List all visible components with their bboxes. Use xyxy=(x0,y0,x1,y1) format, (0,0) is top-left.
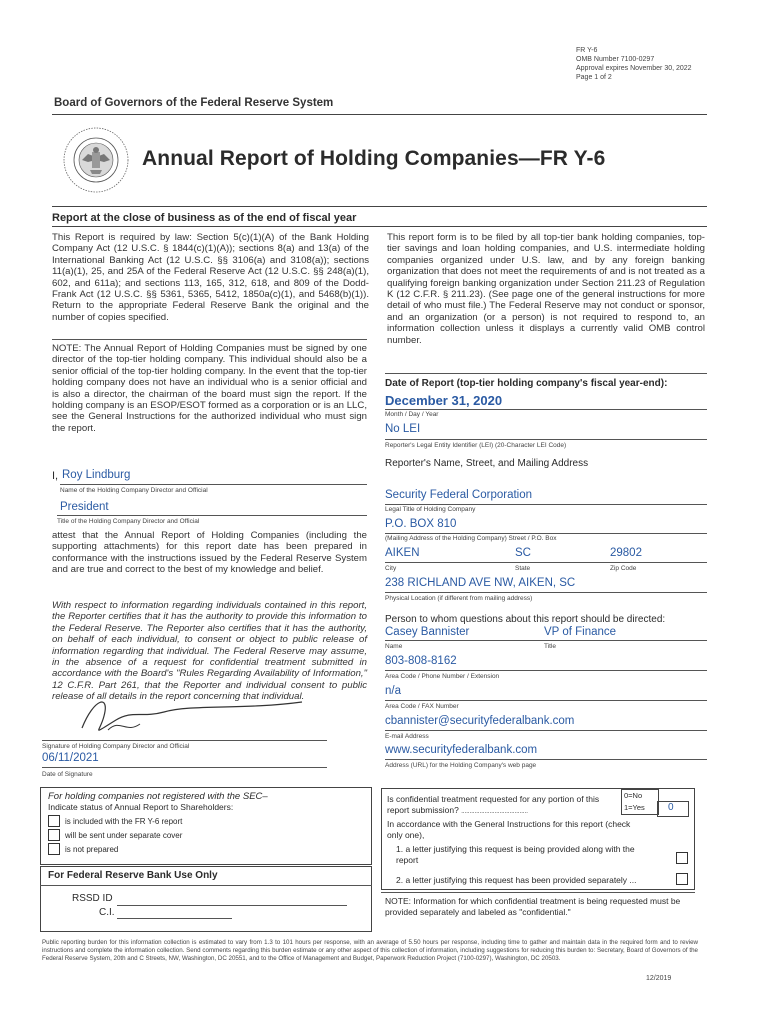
rssd-input-line[interactable] xyxy=(117,905,347,906)
shareholder-sub: Indicate status of Annual Report to Shareholders: xyxy=(48,802,234,812)
company-street[interactable]: P.O. BOX 810 xyxy=(385,518,457,530)
approval-expiry: Approval expires November 30, 2022 xyxy=(576,65,692,72)
company-physical[interactable]: 238 RICHLAND AVE NW, AIKEN, SC xyxy=(385,577,576,589)
signer-name-caption: Name of the Holding Company Director and Official xyxy=(60,487,208,494)
company-city-line xyxy=(385,562,707,563)
company-name[interactable]: Security Federal Corporation xyxy=(385,489,533,501)
handwritten-signature xyxy=(72,690,312,740)
company-physical-caption: Physical Location (if different from mailing address) xyxy=(385,595,533,602)
filer-scope-text: This report form is to be filed by all top-tier bank holding companies, top-tier savings and loan holding companies, and U.S. intermediate holding companies organized under U.S. law, and by any foreign banking organization that does not meet the requirements of and is not treated as a qualifying foreign banking organization under Section 211.23 of Regulation K (12 C.F.R. § 211.23). (See page one of the general instructions for more detail of who must file.) The Federal Reserve may not conduct or sponsor, and an organization (or a person) is not required to respond to, an information collection unless it displays a currently valid OMB control number. xyxy=(387,232,705,346)
board-name: Board of Governors of the Federal Reserve System xyxy=(54,97,334,109)
signer-title[interactable]: President xyxy=(60,501,109,513)
contact-phone-line xyxy=(385,670,707,671)
contact-fax[interactable]: n/a xyxy=(385,685,401,697)
ci-label: C.I. xyxy=(99,907,115,918)
federal-reserve-seal-icon xyxy=(55,126,137,194)
signer-name[interactable]: Roy Lindburg xyxy=(62,469,131,481)
confidential-instructions: In accordance with the General Instructions for this report (check only one), xyxy=(387,819,631,840)
signature-date-caption: Date of Signature xyxy=(42,771,93,778)
contact-name-caption: Name xyxy=(385,643,403,650)
shareholder-option-separate-checkbox[interactable] xyxy=(48,829,60,841)
company-url-line xyxy=(385,759,707,760)
legal-authority-text: This Report is required by law: Section 5(c)(1)(A) of the Bank Holding Company Act (12 U.S.C. § 1844(c)(1)(A)); sections 8(a) and 13(a) of the International Banking Act (12 U.S.C. §§ 3106(a) and 3108(a)); sections 11(a)(1), 25, and 25A of the Federal Reserve Act (12 U.S.C. §§ 248(a)(1), 602, and 611a); and sections 113, 165, 312, 618, and 809 of the Dodd-Frank Act (12 U.S.C. §§ 5361, 5365, 5412, 1850a(c)(1), and 5468(b)(1)). Return to the appropriate Federal Reserve Bank the original and the number of copies specified. xyxy=(52,232,369,323)
right-divider xyxy=(385,373,707,374)
confidential-option-2-checkbox[interactable] xyxy=(676,873,688,885)
contact-heading: Person to whom questions about this report should be directed: xyxy=(385,614,666,625)
attestation-text: attest that the Annual Report of Holding Companies (including the supporting attachments) for this report date has been prepared in conformance with the instructions issued by the Federal Reserve System and are true and correct to the best of my knowledge and belief. xyxy=(52,530,367,576)
lei-value[interactable]: No LEI xyxy=(385,423,421,435)
signature-caption: Signature of Holding Company Director and Official xyxy=(42,743,190,750)
confidential-key-no: 0=No xyxy=(624,791,643,800)
confidential-dots: ........................................ xyxy=(461,809,528,815)
signature-date[interactable]: 06/11/2021 xyxy=(42,752,99,764)
contact-phone[interactable]: 803-808-8162 xyxy=(385,655,457,667)
confidential-option-2-label: 2. a letter justifying this request has been provided separately ... xyxy=(396,875,637,885)
company-state-caption: State xyxy=(515,565,531,572)
contact-name-line xyxy=(385,640,707,641)
omb-number: OMB Number 7100-0297 xyxy=(576,56,655,63)
company-city[interactable]: AIKEN xyxy=(385,547,420,559)
confidential-note: NOTE: Information for which confidential treatment is being requested must be provided separately and labeled as "confidential." xyxy=(385,896,681,917)
signature-date-line xyxy=(42,767,327,768)
company-city-caption: City xyxy=(385,565,397,572)
contact-title[interactable]: VP of Finance xyxy=(544,626,617,638)
contact-fax-line xyxy=(385,700,707,701)
contact-fax-caption: Area Code / FAX Number xyxy=(385,703,459,710)
signature-note: NOTE: The Annual Report of Holding Companies must be signed by one director of the top-tier holding company. This individual should also be a senior official of the top-tier holding company. In the event that the top-tier holding company does not have an individual who is a senior official and is also a director, the chairman of the board must sign the report. If the holding company is an ESOP/ESOT formed as a corporation or is an LLC, see the General Instructions for the authorized individual who must sign the report. xyxy=(52,343,367,434)
shareholder-option-not-prepared-label: is not prepared xyxy=(65,845,119,854)
company-state[interactable]: SC xyxy=(515,547,531,559)
lei-line xyxy=(385,439,707,440)
consent-text: With respect to information regarding individuals contained in this report, the Reporter certifies that it has the authority to provide this information to the Federal Reserve. The Reporter also certifies that it has the authority, on behalf of each individual, to consent or object to public release of information regarding that individual. The Federal Reserve may assume, in the absence of a request for confidential treatment submitted in accordance with the Board's "Rules Regarding Availability of Information," 12 C.F.R. Part 261, that the Reporter and individual consent to public release of all details in the report concerning that individual. xyxy=(52,600,367,703)
signer-name-line xyxy=(60,484,367,485)
contact-email-line xyxy=(385,730,707,731)
shareholder-option-included-checkbox[interactable] xyxy=(48,815,60,827)
confidential-question-text: Is confidential treatment requested for any portion of this report submission? xyxy=(387,794,600,815)
address-heading: Reporter's Name, Street, and Mailing Address xyxy=(385,458,589,469)
confidential-key-yes: 1=Yes xyxy=(624,803,645,812)
contact-email[interactable]: cbannister@securityfederalbank.com xyxy=(385,715,575,727)
signer-title-caption: Title of the Holding Company Director and Official xyxy=(57,518,200,525)
date-of-report-line xyxy=(385,409,707,410)
form-meta xyxy=(576,46,692,82)
form-revision: 12/2019 xyxy=(646,975,672,982)
company-name-line xyxy=(385,504,707,505)
company-street-line xyxy=(385,533,707,534)
contact-email-caption: E-mail Address xyxy=(385,733,429,740)
signer-prefix: I, xyxy=(52,470,59,482)
confidential-note-divider xyxy=(381,892,695,893)
company-street-caption: (Mailing Address of the Holding Company) Street / P.O. Box xyxy=(385,535,557,542)
fed-use-divider xyxy=(40,885,372,886)
company-url-caption: Address (URL) for the Holding Company's web page xyxy=(385,762,537,769)
signature-line xyxy=(42,740,327,741)
confidential-option-1-label: 1. a letter justifying this request is being provided along with the report xyxy=(396,844,635,865)
company-physical-line xyxy=(385,592,707,593)
company-zip-caption: Zip Code xyxy=(610,565,637,572)
contact-name[interactable]: Casey Bannister xyxy=(385,626,470,638)
shareholder-heading: For holding companies not registered with the SEC– xyxy=(48,791,268,802)
signer-title-line xyxy=(57,515,367,516)
burden-statement: Public reporting burden for this information collection is estimated to vary from 1.3 to 101 hours per response, with an average of 5.50 hours per response, including time to gather and maintain data in the required form and to review instructions and complete the information collection. Send comments regarding this burden estimate or any other aspect of this collection of information, including suggestions for reducing this burden to: Secretary, Board of Governors of the Federal Reserve System, 20th and C Streets, NW, Washington, DC 20551, and to the Office of Management and Budget, Paperwork Reduction Project (7100-0297), Washington, DC 20503. xyxy=(42,939,698,962)
date-of-report-caption: Month / Day / Year xyxy=(385,411,439,418)
header-divider xyxy=(52,114,707,115)
rssd-label: RSSD ID xyxy=(72,893,113,904)
form-title: Annual Report of Holding Companies—FR Y-6 xyxy=(142,147,606,170)
page-number: Page 1 of 2 xyxy=(576,74,612,81)
contact-title-caption: Title xyxy=(544,643,557,650)
fed-use-heading: For Federal Reserve Bank Use Only xyxy=(48,870,218,881)
lei-caption: Reporter's Legal Entity Identifier (LEI) (20-Character LEI Code) xyxy=(385,442,567,449)
form-id: FR Y-6 xyxy=(576,47,598,54)
company-zip[interactable]: 29802 xyxy=(610,547,642,559)
shareholder-option-not-prepared-checkbox[interactable] xyxy=(48,843,60,855)
note-divider xyxy=(52,339,367,340)
shareholder-option-included-label: is included with the FR Y-6 report xyxy=(65,817,183,826)
confidential-answer[interactable]: 0 xyxy=(668,802,674,813)
shareholder-option-separate-label: will be sent under separate cover xyxy=(65,831,183,840)
date-of-report-label: Date of Report (top-tier holding company's fiscal year-end): xyxy=(385,378,668,389)
confidential-option-1-checkbox[interactable] xyxy=(676,852,688,864)
ci-input-line[interactable] xyxy=(117,918,232,919)
company-name-caption: Legal Title of Holding Company xyxy=(385,506,476,513)
confidential-question xyxy=(387,794,615,818)
contact-phone-caption: Area Code / Phone Number / Extension xyxy=(385,673,500,680)
section-divider xyxy=(52,226,707,227)
company-url[interactable]: www.securityfederalbank.com xyxy=(385,744,538,756)
date-of-report-value[interactable]: December 31, 2020 xyxy=(385,393,503,408)
report-heading: Report at the close of business as of the end of fiscal year xyxy=(52,212,357,224)
title-divider xyxy=(52,206,707,207)
